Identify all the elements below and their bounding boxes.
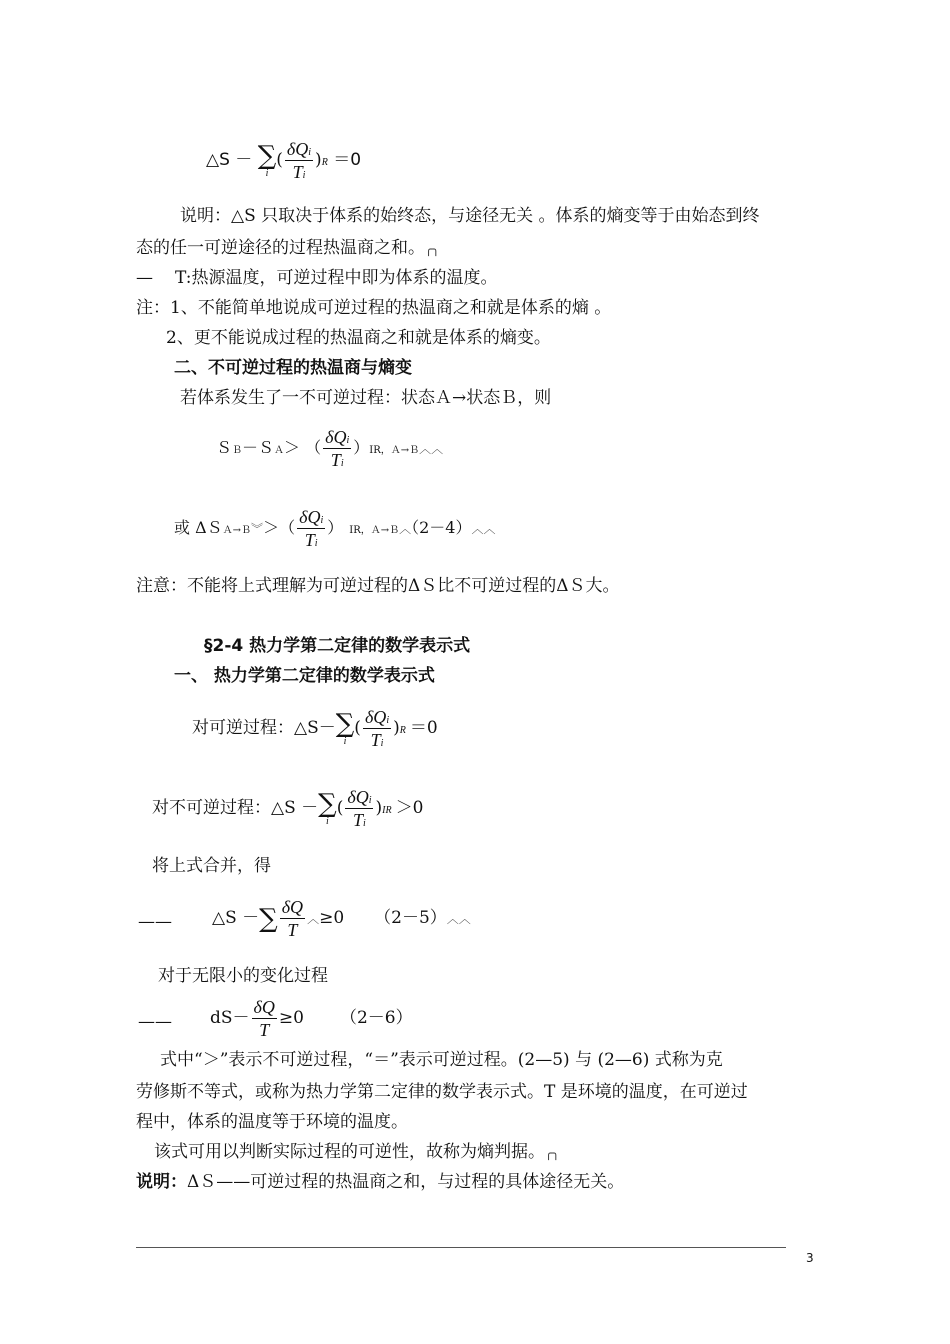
entropy-criterion-text: 该式可用以判断实际过程的可逆性，故称为熵判据。╭╮ bbox=[154, 1142, 560, 1162]
formula-description-line-1: 式中“＞”表示不可逆过程，“＝”表示可逆过程。(2—5) 与 (2—6) 式称为克 bbox=[160, 1050, 723, 1070]
heat-temperature-fraction: $\frac{\text{δQi}}{Ti}$ bbox=[299, 507, 324, 550]
page-number: 3 bbox=[806, 1251, 814, 1265]
section-title-2-4: §2-4 热力学第二定律的数学表示式 bbox=[204, 636, 471, 656]
heat-temperature-fraction: $\frac{\text{δQi}}{Ti}$ bbox=[286, 139, 312, 182]
note-2: 2、更不能说成过程的热温商之和就是体系的熵变。 bbox=[166, 328, 551, 348]
subsection-title: 一、 热力学第二定律的数学表示式 bbox=[174, 666, 435, 686]
sum-symbol: ∑ i bbox=[257, 140, 277, 179]
infinitesimal-text: 对于无限小的变化过程 bbox=[158, 966, 328, 986]
equation-reversible: 对可逆过程：△S－ ∑ i ( $\frac{\text{δQi}}{Ti}$ )R ＝0 bbox=[192, 707, 438, 750]
explanation-line-3: — T:热源温度，可逆过程中即为体系的温度。 bbox=[136, 268, 498, 288]
heat-temperature-fraction: $\frac{\delta Q}{T}$ bbox=[253, 997, 275, 1040]
irreversible-intro: 若体系发生了一不可逆过程：状态Ａ→状态Ｂ，则 bbox=[180, 388, 552, 408]
heat-temperature-fraction: $\frac{\text{δQi}}{Ti}$ bbox=[364, 707, 390, 750]
final-note: 说明：ΔＳ——可逆过程的热温商之和，与过程的具体途径无关。 bbox=[136, 1172, 625, 1192]
sum-symbol: ∑ bbox=[259, 903, 278, 934]
equation-entropy-reversible-sum: △S － ∑ i ( $\frac{\text{δQi}}{Ti}$ )R ＝0 bbox=[206, 139, 362, 182]
equation-sb-minus-sa: ＳＢ－ＳＡ＞ （ $\frac{\text{δQi}}{Ti}$ ）IR，Ａ→Ｂ︿︿ bbox=[216, 427, 444, 470]
formula-description-line-2: 劳修斯不等式，或称为热力学第二定律的数学表示式。T 是环境的温度，在可逆过 bbox=[136, 1082, 748, 1102]
equation-2-4: 或 ΔＳＡ→Ｂ︾＞（ $\frac{\text{δQi}}{Ti}$ ） IR，Ａ→Ｂ︿（2－4）︿︿ bbox=[174, 507, 496, 550]
formula-description-line-3: 程中，体系的温度等于环境的温度。 bbox=[136, 1112, 408, 1132]
explanation-line-1: 说明：△S 只取决于体系的始终态，与途径无关 。体系的熵变等于由始态到终 bbox=[180, 206, 760, 226]
dash-marker: —— bbox=[138, 1012, 172, 1032]
section-title-irreversible: 二、不可逆过程的热温商与熵变 bbox=[174, 358, 412, 378]
heat-temperature-fraction: $\frac{\delta Q}{T}$ bbox=[281, 897, 304, 940]
note-1: 注：1、不能简单地说成可逆过程的热温商之和就是体系的熵 。 bbox=[136, 298, 612, 318]
equation-2-6: dS－ $\frac{\delta Q}{T}$ ≥0 （2－6） bbox=[210, 997, 413, 1040]
heat-temperature-fraction: $\frac{\text{δQi}}{Ti}$ bbox=[325, 427, 350, 470]
dash-marker: —— bbox=[138, 912, 172, 932]
sum-symbol: ∑ i bbox=[335, 708, 355, 747]
equation-2-5: △S － ∑ $\frac{\delta Q}{T}$ ︿≥0 （2－5）︿︿ bbox=[212, 897, 471, 940]
heat-temperature-fraction: $\frac{\text{δQi}}{Ti}$ bbox=[347, 787, 372, 830]
caution-note: 注意：不能将上式理解为可逆过程的ΔＳ比不可逆过程的ΔＳ大。 bbox=[136, 576, 620, 596]
equation-irreversible: 对不可逆过程：△S － ∑ i ( $\frac{\text{δQi}}{Ti}$ )IR ＞0 bbox=[152, 787, 424, 830]
explanation-line-2: 态的任一可逆途径的过程热温商之和。╭╮ bbox=[136, 238, 440, 258]
sum-symbol: ∑ i bbox=[318, 788, 337, 827]
footer-divider bbox=[136, 1247, 786, 1248]
combine-text: 将上式合并，得 bbox=[152, 856, 271, 876]
